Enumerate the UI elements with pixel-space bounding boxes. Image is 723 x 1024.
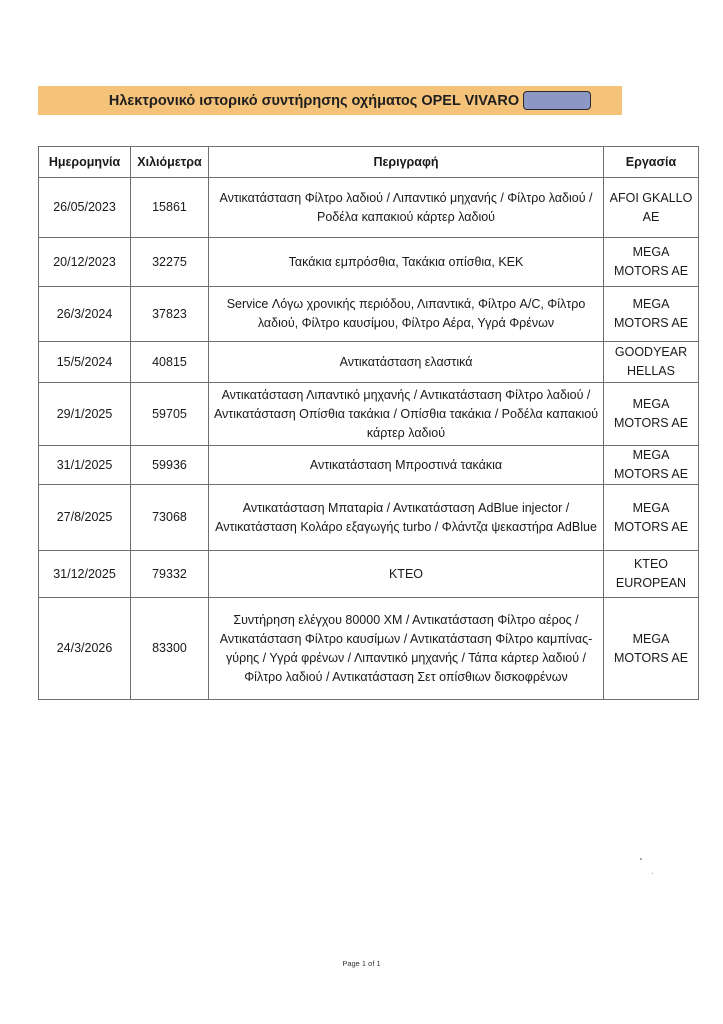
document-title-bar — [38, 86, 622, 115]
cell-description: Αντικατάσταση Μπροστινά τακάκια — [209, 446, 604, 485]
table-row — [39, 598, 699, 700]
cell-workshop: KTEO EUROPEAN — [604, 551, 699, 598]
cell-workshop: AFOI GKALLO AE — [604, 178, 699, 238]
cell-workshop: MEGA MOTORS AE — [604, 598, 699, 700]
cell-km: 79332 — [131, 551, 209, 598]
column-header-date: Ημερομηνία — [39, 147, 131, 178]
cell-km: 32275 — [131, 238, 209, 287]
table-row — [39, 485, 699, 551]
cell-date: 26/05/2023 — [39, 178, 131, 238]
cell-description: ΚΤΕΟ — [209, 551, 604, 598]
cell-date: 27/8/2025 — [39, 485, 131, 551]
table-row — [39, 551, 699, 598]
table-row — [39, 446, 699, 485]
cell-description: Service Λόγω χρονικής περιόδου, Λιπαντικά, Φίλτρο A/C, Φίλτρο λαδιού, Φίλτρο καυσίμου, Φίλτρο Αέρα, Υγρά Φρένων — [209, 287, 604, 342]
scan-speck — [640, 858, 642, 860]
cell-km: 37823 — [131, 287, 209, 342]
cell-workshop: MEGA MOTORS AE — [604, 238, 699, 287]
cell-workshop: MEGA MOTORS AE — [604, 383, 699, 446]
cell-description: Αντικατάσταση ελαστικά — [209, 342, 604, 383]
scan-speck — [652, 873, 653, 874]
cell-workshop: MEGA MOTORS AE — [604, 287, 699, 342]
cell-description: Αντικατάσταση Φίλτρο λαδιού / Λιπαντικό μηχανής / Φίλτρο λαδιού / Ροδέλα καπακιού κάρτερ λαδιού — [209, 178, 604, 238]
cell-km: 40815 — [131, 342, 209, 383]
cell-date: 31/12/2025 — [39, 551, 131, 598]
column-header-workshop: Εργασία — [604, 147, 699, 178]
cell-date: 20/12/2023 — [39, 238, 131, 287]
cell-workshop: MEGA MOTORS AE — [604, 485, 699, 551]
cell-date: 26/3/2024 — [39, 287, 131, 342]
cell-km: 83300 — [131, 598, 209, 700]
cell-description: Αντικατάσταση Λιπαντικό μηχανής / Αντικατάσταση Φίλτρο λαδιού / Αντικατάσταση Οπίσθια τακάκια / Οπίσθια τακάκια / Ροδέλα καπακιού κάρτερ λαδιού — [209, 383, 604, 446]
table-header-row — [39, 147, 699, 178]
cell-description: Αντικατάσταση Μπαταρία / Αντικατάσταση AdBlue injector / Αντικατάσταση Κολάρο εξαγωγής turbo / Φλάντζα ψεκαστήρα AdBlue — [209, 485, 604, 551]
cell-km: 15861 — [131, 178, 209, 238]
cell-date: 15/5/2024 — [39, 342, 131, 383]
table-row — [39, 287, 699, 342]
cell-km: 73068 — [131, 485, 209, 551]
table-row — [39, 178, 699, 238]
cell-description: Συντήρηση ελέγχου 80000 ΧΜ / Αντικατάσταση Φίλτρο αέρος / Αντικατάσταση Φίλτρο καυσίμων / Αντικατάσταση Φίλτρο καμπίνας-γύρης / Υγρά φρένων / Λιπαντικό μηχανής / Τάπα κάρτερ λαδιού / Φίλτρο λαδιού / Αντικατάσταση Σετ οπίσθιων δισκοφρένων — [209, 598, 604, 700]
cell-km: 59705 — [131, 383, 209, 446]
cell-description: Τακάκια εμπρόσθια, Τακάκια οπίσθια, ΚΕΚ — [209, 238, 604, 287]
table-row — [39, 383, 699, 446]
table-row — [39, 342, 699, 383]
maintenance-history-table — [38, 146, 699, 700]
cell-date: 24/3/2026 — [39, 598, 131, 700]
cell-date: 29/1/2025 — [39, 383, 131, 446]
column-header-km: Χιλιόμετρα — [131, 147, 209, 178]
cell-workshop: MEGA MOTORS AE — [604, 446, 699, 485]
cell-date: 31/1/2025 — [39, 446, 131, 485]
column-header-description: Περιγραφή — [209, 147, 604, 178]
redacted-plate-box — [523, 91, 591, 110]
page-number: Page 1 of 1 — [342, 959, 381, 968]
table-row — [39, 238, 699, 287]
cell-workshop: GOODYEAR HELLAS — [604, 342, 699, 383]
cell-km: 59936 — [131, 446, 209, 485]
document-title: Ηλεκτρονικό ιστορικό συντήρησης οχήματος OPEL VIVARO — [108, 92, 520, 109]
